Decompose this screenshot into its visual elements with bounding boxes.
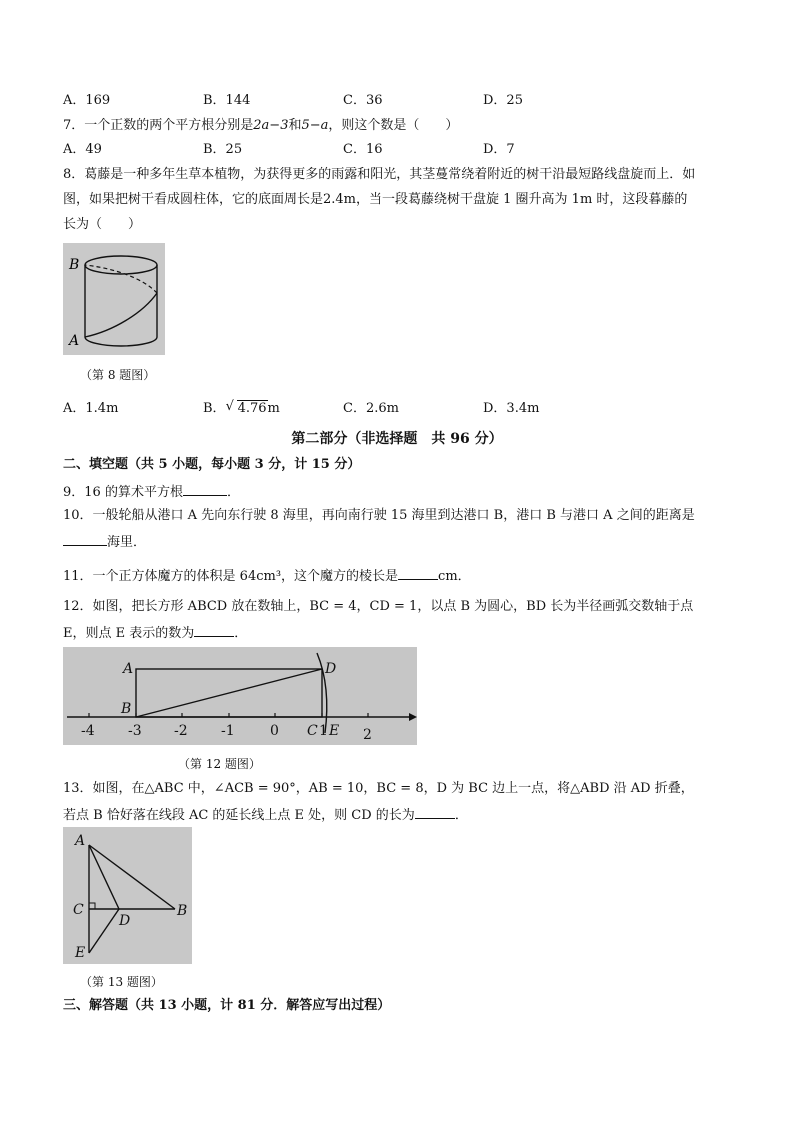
q8-option-c: C．2.6m [343, 401, 399, 416]
q12-tick-label: -1 [221, 723, 235, 739]
q13-answer-blank[interactable] [415, 805, 455, 819]
q13-label-d: D [119, 913, 131, 929]
q12-tick-label: -2 [174, 723, 188, 739]
q12-label-b: B [121, 701, 132, 717]
q13-line1: 13．如图，在△ABC 中，∠ACB = 90°，AB = 10，BC = 8，D 为 BC 边上一点，将△ABD 沿 AD 折叠， [63, 781, 694, 796]
q10-line2 [63, 532, 146, 552]
q8-option-b [203, 400, 280, 418]
q8-line1: 8．葛藤是一种多年生草本植物，为获得更多的雨露和阳光，其茎蔓常绕着附近的树干沿最短路线盘旋而上．如 [63, 167, 696, 182]
q13-triangle-figure [63, 827, 192, 964]
q9-text: 9．16 的算术平方根 [63, 485, 183, 500]
q13-line-ad [89, 845, 119, 909]
q6-option-b: B．144 [203, 93, 251, 108]
q8-caption: （第 8 题图） [80, 368, 156, 382]
section3-title: 三、解答题（共 13 小题，计 81 分．解答应写出过程） [63, 998, 391, 1013]
q7-text-before: 7．一个正数的两个平方根分别是 [63, 118, 254, 133]
q12-line1: 12．如图，把长方形 ABCD 放在数轴上，BC = 4，CD = 1，以点 B 为圆心，BD 长为半径画弧交数轴于点 [63, 599, 694, 614]
q8-label-a: A [69, 333, 80, 349]
q12-tick-label: -4 [81, 723, 95, 739]
q12-label-c: C [307, 723, 318, 739]
q12-caption: （第 12 题图） [178, 757, 261, 771]
q8-cylinder-svg [63, 243, 165, 355]
q12-diagonal-bd [136, 669, 322, 717]
q12-tick-label: 2 [363, 727, 372, 743]
q7-option-b: B．25 [203, 142, 243, 157]
q13-label-b: B [177, 903, 188, 919]
q13-right-angle-mark [89, 903, 95, 909]
q13-label-c: C [73, 902, 84, 918]
part2-title: 第二部分（非选择题 共 96 分） [291, 431, 503, 447]
q13-caption: （第 13 题图） [80, 975, 163, 989]
q9-end: ． [226, 485, 240, 500]
q11-question [63, 566, 471, 586]
q6-option-c: C．36 [343, 93, 383, 108]
q12-number-line-figure [63, 647, 417, 745]
q8-cylinder-figure [63, 243, 165, 355]
q7-text-after: ，则这个数是（ ） [328, 118, 459, 133]
q12-label-e: E [329, 723, 340, 739]
q7-option-c: C．16 [343, 142, 383, 157]
q8-option-b-prefix: B． [203, 401, 226, 416]
q13-line-ab [89, 845, 175, 909]
q12-label-a: A [123, 661, 134, 677]
q12-answer-blank[interactable] [194, 623, 234, 637]
q12-line2 [63, 623, 247, 643]
q11-text: 11．一个正方体魔方的体积是 64cm³，这个魔方的棱长是 [63, 569, 399, 584]
q13-label-e: E [75, 945, 86, 961]
q13-line-de [89, 909, 119, 953]
q8-line3: 长为（ ） [63, 217, 142, 232]
q8-vine-front [85, 293, 157, 337]
q13-figure-svg [63, 827, 192, 964]
sqrt-symbol: √ 4.76 [225, 399, 267, 416]
q10-line1: 10．一般轮船从港口 A 先向东行驶 8 海里，再向南行驶 15 海里到达港口 B，港口 B 与港口 A 之间的距离是 [63, 508, 695, 523]
q8-label-b: B [69, 257, 80, 273]
q7-expr1: 2a−3 [253, 118, 289, 133]
q13-line2-end: ． [454, 808, 468, 823]
q9-question [63, 482, 240, 502]
q12-line2-text: E，则点 E 表示的数为 [63, 626, 195, 641]
q8-option-d: D．3.4m [483, 401, 540, 416]
q7-mid: 和 [288, 118, 302, 133]
q8-option-b-unit: m [267, 401, 280, 416]
q11-end: cm． [438, 569, 471, 584]
q8-bottom-arc [85, 337, 157, 346]
section2-title: 二、填空题（共 5 小题，每小题 3 分，计 15 分） [63, 457, 361, 472]
q10-line2-end: 海里． [107, 535, 147, 550]
q13-label-a: A [75, 833, 86, 849]
q12-label-d: D [325, 661, 337, 677]
q9-answer-blank[interactable] [183, 482, 227, 496]
q6-option-d: D．25 [483, 93, 523, 108]
q7-question [63, 117, 458, 135]
q12-tick-label: 1 [319, 723, 328, 739]
q13-line2-text: 若点 B 恰好落在线段 AC 的延长线上点 E 处，则 CD 的长为 [63, 808, 415, 823]
q7-option-a: A．49 [63, 142, 102, 157]
q7-option-d: D．7 [483, 142, 515, 157]
q8-vine-back [85, 265, 157, 293]
q8-top-ellipse [85, 256, 157, 274]
q12-axis-arrow [409, 713, 417, 721]
q12-line2-end: ． [234, 626, 248, 641]
q8-option-a: A．1.4m [63, 401, 119, 416]
q11-answer-blank[interactable] [398, 566, 438, 580]
q12-tick-label: -3 [128, 723, 142, 739]
q12-tick-label: 0 [270, 723, 279, 739]
q8-option-b-radicand: 4.76 [237, 401, 267, 416]
q10-answer-blank[interactable] [63, 532, 107, 546]
q8-line2: 图，如果把树干看成圆柱体，它的底面周长是2.4m，当一段葛藤绕树干盘旋 1 圈升高为 1m 时，这段暮藤的 [63, 192, 688, 207]
q13-line2 [63, 805, 468, 825]
q6-option-a: A．169 [63, 93, 111, 108]
q12-figure-svg [63, 647, 417, 745]
q7-expr2: 5−a [301, 118, 329, 133]
